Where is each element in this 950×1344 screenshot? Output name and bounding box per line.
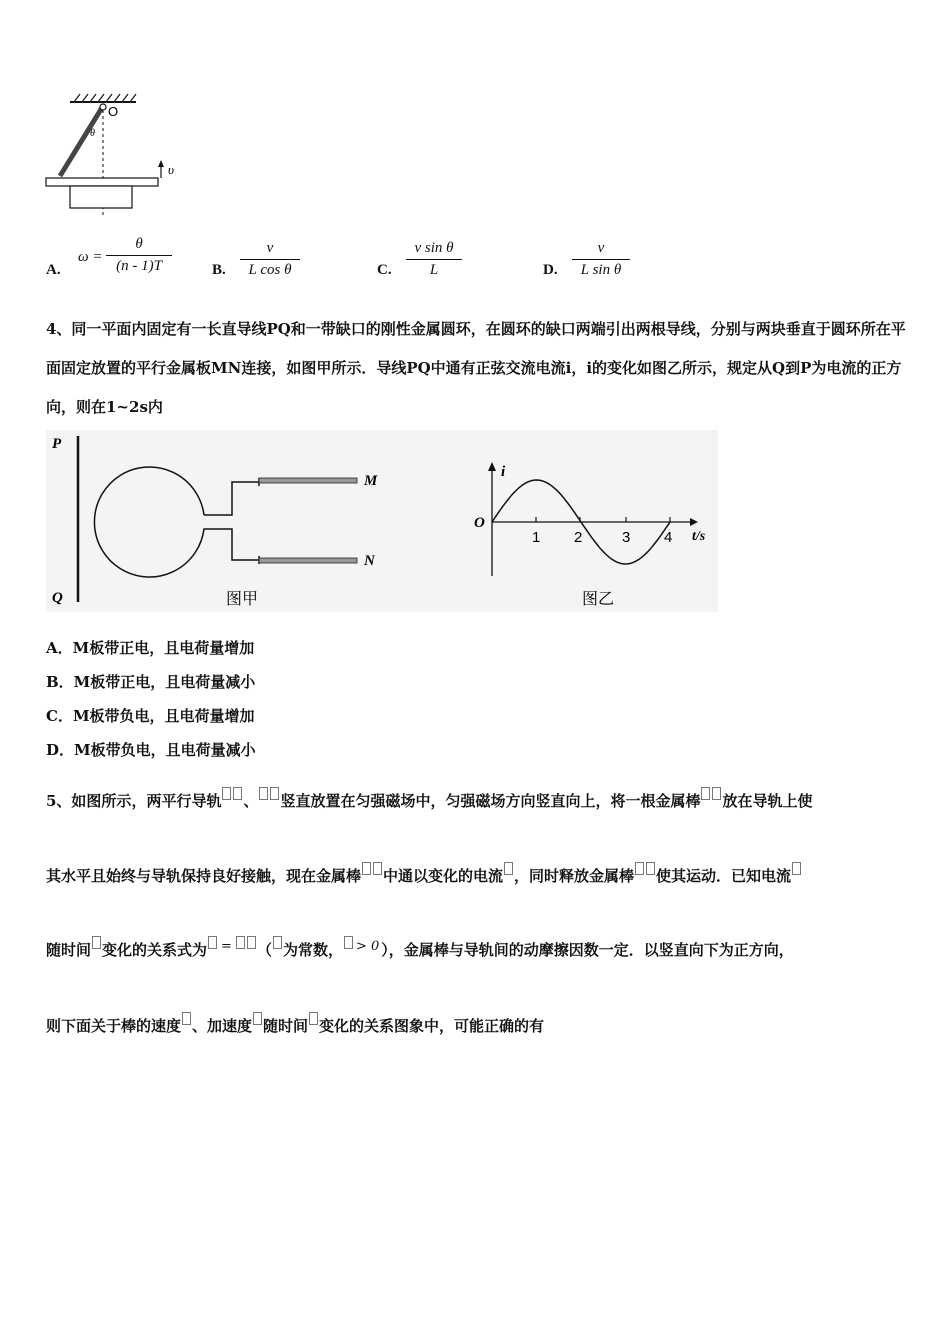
missing-glyph-icon [373, 862, 382, 875]
q5-line-4: 则下面关于棒的速度 、加速度 随时间 变化的关系图象中，可能正确的有 [46, 1012, 544, 1036]
missing-glyph-icon [92, 936, 101, 949]
label-m: M [364, 473, 378, 489]
missing-glyph-icon [646, 862, 655, 875]
tick-1: 1 [532, 529, 541, 546]
tick-4: 4 [664, 529, 673, 546]
missing-glyph-icon [247, 936, 256, 949]
plate-n [259, 558, 357, 563]
missing-glyph-icon [222, 787, 231, 800]
q3-option-a-fraction: θ (n - 1)T [106, 236, 172, 275]
plate-m [259, 478, 357, 483]
missing-glyph-icon [701, 787, 710, 800]
caption-a: 图甲 [226, 589, 259, 608]
label-n: N [364, 553, 375, 569]
velocity-label: υ [168, 162, 174, 177]
q4-option-a[interactable]: A．M板带正电，且电荷量增加 [46, 639, 255, 657]
missing-glyph-icon [259, 787, 268, 800]
q3-option-b-letter[interactable]: B. [212, 262, 226, 278]
missing-glyph-icon [253, 1012, 262, 1025]
missing-glyph-icon [309, 1012, 318, 1025]
missing-glyph-icon [233, 787, 242, 800]
label-p: P [52, 436, 62, 452]
missing-glyph-icon [270, 787, 279, 800]
label-i: i [501, 464, 506, 480]
missing-glyph-icon [273, 936, 282, 949]
missing-glyph-icon [504, 862, 513, 875]
missing-glyph-icon [344, 936, 353, 949]
q3-option-b-fraction: v L cos θ [240, 240, 300, 279]
missing-glyph-icon [362, 862, 371, 875]
q3-option-d-letter[interactable]: D. [543, 262, 558, 278]
missing-glyph-icon [635, 862, 644, 875]
q4-option-d[interactable]: D．M板带负电，且电荷量减小 [46, 741, 256, 759]
q3-option-a-prefix: ω = [78, 249, 103, 265]
missing-glyph-icon [182, 1012, 191, 1025]
q4-option-b[interactable]: B．M板带正电，且电荷量减小 [46, 673, 256, 691]
pivot-label: O [108, 104, 119, 119]
q5-line-2: 其水平且始终与导轨保持良好接触，现在金属棒 中通以变化的电流 ，同时释放金属棒 使其运动．已知电流 [46, 862, 802, 886]
missing-glyph-icon [792, 862, 801, 875]
q3-option-d-fraction: v L sin θ [572, 240, 630, 279]
missing-glyph-icon [208, 936, 217, 949]
tick-3: 3 [622, 529, 631, 546]
missing-glyph-icon [712, 787, 721, 800]
missing-glyph-icon [236, 936, 245, 949]
label-q: Q [52, 590, 63, 606]
q4-option-c[interactable]: C．M板带负电，且电荷量增加 [46, 707, 255, 725]
q3-option-a-letter[interactable]: A. [46, 262, 61, 278]
q4-figure [46, 430, 718, 612]
label-origin: O [474, 515, 485, 531]
tick-2: 2 [574, 529, 583, 546]
q5-line-1: 5、如图所示，两平行导轨 、 竖直放置在匀强磁场中，匀强磁场方向竖直向上，将一根金属棒 放在导轨上使 [46, 787, 813, 811]
rod [60, 106, 103, 176]
label-t: t/s [692, 529, 706, 544]
q3-option-c-letter[interactable]: C. [377, 262, 392, 278]
q3-figure [40, 92, 190, 222]
angle-label: θ [90, 128, 95, 139]
q5-line-3: 随时间 变化的关系式为 = （ 为常数， > 0 ），金属棒与导轨间的动摩擦因数一定．以竖直向下为正方向， [46, 936, 794, 960]
q3-option-c-fraction: v sin θ L [406, 240, 462, 279]
caption-b: 图乙 [582, 589, 615, 608]
q4-stem: 4、同一平面内固定有一长直导线PQ和一带缺口的刚性金属圆环，在圆环的缺口两端引出两根导线，分别与两块垂直于圆环所在平面固定放置的平行金属板MN连接，如图甲所示．导线PQ中通有正弦交流电流i，i的变化如图乙所示，规定从Q到P为电流的正方向，则在1~2s内 [46, 320, 906, 416]
